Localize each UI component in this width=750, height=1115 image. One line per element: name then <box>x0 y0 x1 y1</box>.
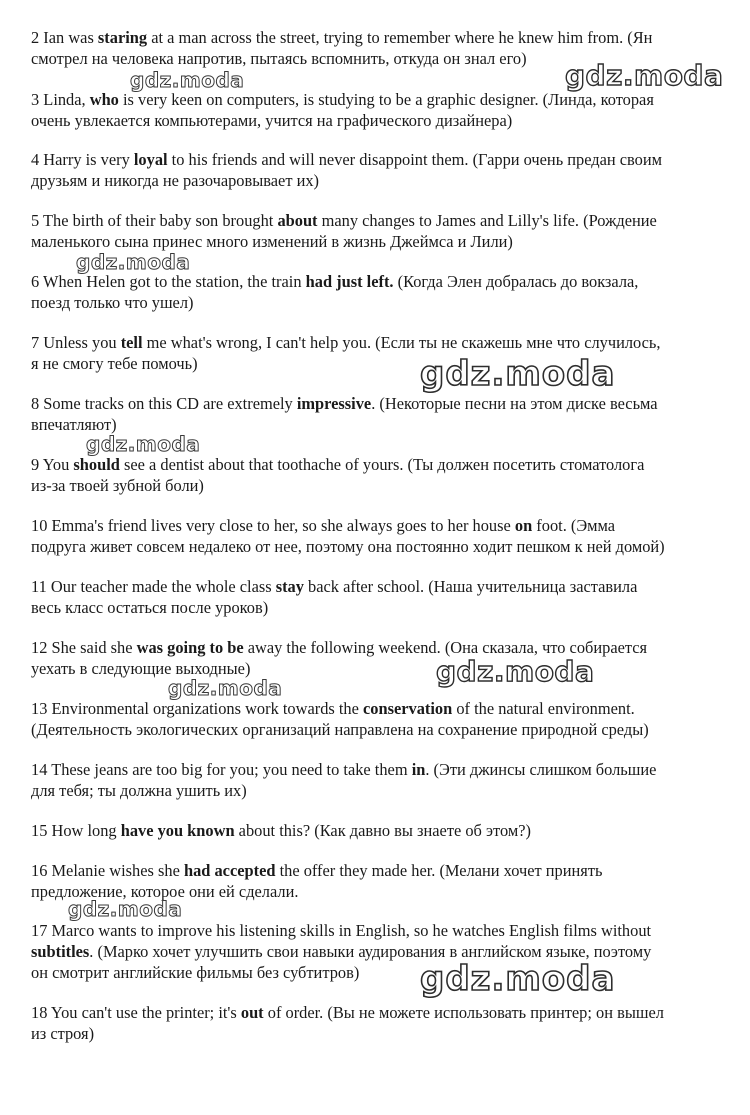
exercise-item-4: 4 Harry is very loyal to his friends and will never disappoint them. (Гарри очень предан своим друзьям и никогда не разочаровывает их) <box>31 150 663 190</box>
exercise-item-9: 9 You should see a dentist about that toothache of yours. (Ты должен посетить стоматолога из-за твоей зубной боли) <box>31 455 645 495</box>
exercise-item-10: 10 Emma's friend lives very close to her, so she always goes to her house on foot. (Эмма подруга живет совсем недалеко от нее, поэтому она постоянно ходит пешком к ней домой) <box>31 516 665 556</box>
watermark: gdz.moda <box>565 59 724 92</box>
watermark: gdz.moda <box>86 432 201 456</box>
exercise-item-14: 14 These jeans are too big for you; you need to take them in. (Эти джинсы слишком большие для тебя; ты должна ушить их) <box>31 760 657 800</box>
exercise-item-15: 15 How long have you known about this? (Как давно вы знаете об этом?) <box>31 821 531 840</box>
exercise-item-17: 17 Marco wants to improve his listening skills in English, so he watches English films without subtitles. (Марко хочет улучшить свои навыки аудирования в английском языке, поэтому он смотрит английские фильмы без субтитров) <box>31 921 652 982</box>
watermark: gdz.moda <box>68 897 183 921</box>
exercise-item-7: 7 Unless you tell me what's wrong, I can't help you. (Если ты не скажешь мне что случилось, я не смогу тебе помочь) <box>31 333 661 373</box>
watermark: gdz.moda <box>130 68 245 92</box>
exercise-item-18: 18 You can't use the printer; it's out of order. (Вы не можете использовать принтер; он вышел из строя) <box>31 1003 664 1043</box>
exercise-item-6: 6 When Helen got to the station, the train had just left. (Когда Элен добралась до вокзала, поезд только что ушел) <box>31 272 639 312</box>
exercise-item-2: 2 Ian was staring at a man across the street, trying to remember where he knew him from. (Ян смотрел на человека напротив, пытаясь вспомнить, откуда он знал его) <box>31 28 653 68</box>
watermark: gdz.moda <box>420 354 616 394</box>
exercise-item-11: 11 Our teacher made the whole class stay back after school. (Наша учительница заставила весь класс остаться после уроков) <box>31 577 638 617</box>
exercise-item-16: 16 Melanie wishes she had accepted the offer they made her. (Мелани хочет принять предложение, которое они ей сделали. <box>31 861 603 901</box>
exercise-item-13: 13 Environmental organizations work towards the conservation of the natural environment. (Деятельность экологических организаций направлена на сохранение природной среды) <box>31 699 649 739</box>
watermark: gdz.moda <box>420 959 616 999</box>
watermark: gdz.moda <box>436 655 595 688</box>
exercise-item-5: 5 The birth of their baby son brought about many changes to James and Lilly's life. (Рождение маленького сына принес много изменений в жизнь Джеймса и Лили) <box>31 211 657 251</box>
watermark: gdz.moda <box>76 250 191 274</box>
exercise-item-12: 12 She said she was going to be away the following weekend. (Она сказала, что собирается уехать в следующие выходные) <box>31 638 648 678</box>
exercise-item-3: 3 Linda, who is very keen on computers, is studying to be a graphic designer. (Линда, которая очень увлекается компьютерами, учится на графического дизайнера) <box>31 90 654 130</box>
exercise-item-8: 8 Some tracks on this CD are extremely impressive. (Некоторые песни на этом диске весьма впечатляют) <box>31 394 658 434</box>
watermark: gdz.moda <box>168 676 283 700</box>
